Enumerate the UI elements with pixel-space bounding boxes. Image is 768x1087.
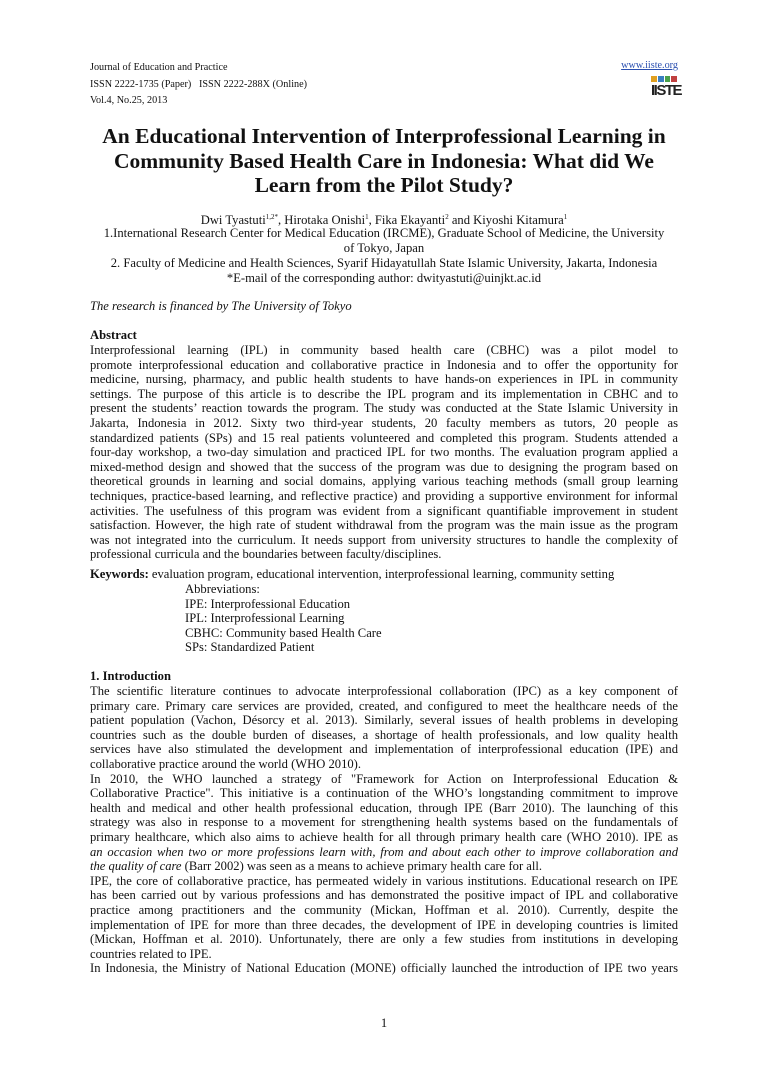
text-line: has been carried out by various professions and has demonstrated the positive impact of IPL and collaborative [90, 888, 678, 903]
text-line: IPE, the core of collaborative practice, has permeated widely in various institutions. Educational research on IPE [90, 873, 678, 888]
abbreviation-item: IPL: Interprofessional Learning [185, 611, 345, 626]
text-line: techniques, practice-based learning, and reflective practice) and providing a supportive environment for informal [90, 488, 678, 503]
keywords [90, 567, 678, 582]
author-separator: , [277, 213, 285, 228]
author-separator: , [368, 213, 375, 228]
abstract-body [90, 343, 678, 562]
text-line: services have also stimulated the development and implementation of interprofessional education (IPE) and [90, 742, 678, 757]
text-line: activities. The usefulness of this program was evident from a significant quantifiable improvement in student [90, 503, 678, 518]
paragraph [90, 684, 678, 772]
text-line [90, 859, 678, 874]
text-line: Collaborative Practice". This initiative is a continuation of the WHO’s longstanding commitment to improve [90, 786, 678, 801]
paragraph [90, 874, 678, 962]
text-span: an occasion when two or more professions learn with, from and about each other to improve collaboration and [90, 844, 678, 859]
text-line: settings. The purpose of this article is to describe the IPL program and its implementation in CBHC and to [90, 386, 678, 401]
text-line: The scientific literature continues to advocate interprofessional collaboration (IPC) as a key component of [90, 684, 678, 698]
affiliation-line: *E-mail of the corresponding author: dwityastuti@uinjkt.ac.id [226, 271, 542, 285]
paragraph [90, 772, 678, 874]
author-affiliation-mark: 1,2* [265, 213, 278, 221]
abbreviation-item: SPs: Standardized Patient [185, 640, 315, 655]
abstract-heading: Abstract [90, 328, 137, 342]
author-affiliation-mark: 1 [563, 213, 568, 221]
text-line: was not integrated into the curriculum. It needs support from university structures to handle the complexity of [90, 532, 678, 547]
iiste-logo [651, 76, 682, 106]
text-line: promote interprofessional education and collaborative practice in Indonesia and to offer the opportunity for [90, 357, 678, 372]
author-separator: and [448, 213, 474, 228]
text-line: countries related to IPE. [90, 946, 212, 961]
text-line: health and medical and other health professional education, through IPE (Barr 2010). The launching of this [90, 800, 678, 815]
author-affiliation-mark: 2 [445, 213, 449, 221]
paragraph [90, 961, 678, 976]
text-line: theoretical grounds in learning and social domains, applying various teaching methods (small group learning [90, 474, 678, 489]
text-line: In 2010, the WHO launched a strategy of "Framework for Action on Interprofessional Education & [90, 771, 678, 786]
text-line: primary healthcare, which also aims to achieve health for all through primary health care (WHO 2010). IPE as [90, 829, 678, 844]
author-name: Hirotaka Onishi [284, 213, 366, 228]
text-line: (Mickan, Hoffman et al. 2010). Unfortunately, there are only a few studies from institutions in developing [90, 932, 678, 947]
abbreviation-item: IPE: Interprofessional Education [185, 596, 351, 611]
text-line: standardized patients (SPs) and 15 real patients volunteered and completed this program. Students attended a [90, 430, 678, 445]
text-line: primary care. Primary care services are provided, created, and configured to meet the healthcare needs of the [90, 698, 678, 713]
text-span: (Barr 2002) was seen as a means to achieve primary health care for all. [181, 859, 543, 874]
text-line: In Indonesia, the Ministry of National Education (MONE) officially launched the introduction of IPE two years [90, 961, 678, 976]
abbreviation-item: CBHC: Community based Health Care [185, 625, 382, 640]
funding-note: The research is financed by The University of Tokyo [90, 299, 352, 313]
keywords-text: evaluation program, educational intervention, interprofessional learning, community setting [148, 567, 615, 581]
volume: Vol.4, No.25, 2013 [90, 95, 168, 106]
journal-url-link[interactable]: www.iiste.org [621, 60, 678, 71]
text-line: four-day workshop, a two-day simulation and practiced IPL for two months. The evaluation program applied a [90, 445, 678, 460]
keywords-label: Keywords: [90, 567, 149, 581]
author-name: Dwi Tyastuti [200, 213, 266, 228]
abbreviations [185, 582, 585, 655]
text-line: strategy was also in response to a movement for strengthening health systems based on the fundamentals of [90, 815, 678, 830]
page-number: 1 [380, 1016, 388, 1030]
introduction-body [90, 684, 678, 976]
text-line: countries such as the double burden of diseases, a shortage of health professionals, and low quality health [90, 727, 678, 742]
text-line: present the students’ reaction towards the program. The study was conducted at the State Islamic University in [90, 401, 678, 416]
text-line [90, 845, 678, 860]
text-line: satisfaction. However, the high rate of student withdrawal from the program was the main issue as the program [90, 518, 678, 533]
affiliation-line: 1.International Research Center for Medical Education (IRCME), Graduate School of Medicine, the University [103, 226, 665, 240]
text-line: implementation of IPE for more than three decades, the development of IPE in developing countries is limited [90, 917, 678, 932]
logo-text: IISTE [651, 82, 682, 99]
journal-info [90, 60, 682, 110]
text-line: Interprofessional learning (IPL) in community based health care (CBHC) was a pilot model to [90, 343, 678, 357]
paper-title: An Educational Intervention of Interprofessional Learning in Community Based Health Care in Indonesia: What did We Learn from the Pilot Study? [102, 124, 666, 197]
text-line: practice among practitioners and the community (Mickan, Hoffman et al. 2010). Currently, despite the [90, 902, 678, 917]
affiliation-line: of Tokyo, Japan [343, 241, 425, 255]
author-name: Kiyoshi Kitamura [473, 213, 564, 228]
text-line: collaborative practice around the world (WHO 2010). [90, 756, 362, 771]
text-line: mixed-method design and showed that the success of the program was due to designing the program based on [90, 459, 678, 474]
text-line: medicine, nursing, pharmacy, and public health students to have hands-on experiences in IPL in community [90, 372, 678, 387]
text-line: professional curricula and the boundaries between faculty/disciplines. [90, 547, 442, 562]
issn: ISSN 2222-1735 (Paper) ISSN 2222-288X (Online) [90, 78, 308, 90]
abbreviation-item: Abbreviations: [185, 582, 260, 596]
text-line: patient population (Vachon, Désorcy et al. 2013). Similarly, several issues of health problems in developing [90, 713, 678, 728]
author-name: Fika Ekayanti [374, 213, 446, 228]
introduction-heading: 1. Introduction [90, 669, 171, 683]
text-line: Jakarta, Indonesia in 2012. Sixty two third-year students, 20 faculty members as tutors, 20 people as [90, 415, 678, 430]
text-span: the quality of care [90, 859, 182, 874]
journal-name: Journal of Education and Practice [90, 62, 228, 73]
affiliation-line: 2. Faculty of Medicine and Health Sciences, Syarif Hidayatullah State Islamic University, Jakarta, Indonesia [110, 256, 658, 270]
affiliations [80, 226, 688, 286]
author-affiliation-mark: 1 [365, 213, 369, 221]
